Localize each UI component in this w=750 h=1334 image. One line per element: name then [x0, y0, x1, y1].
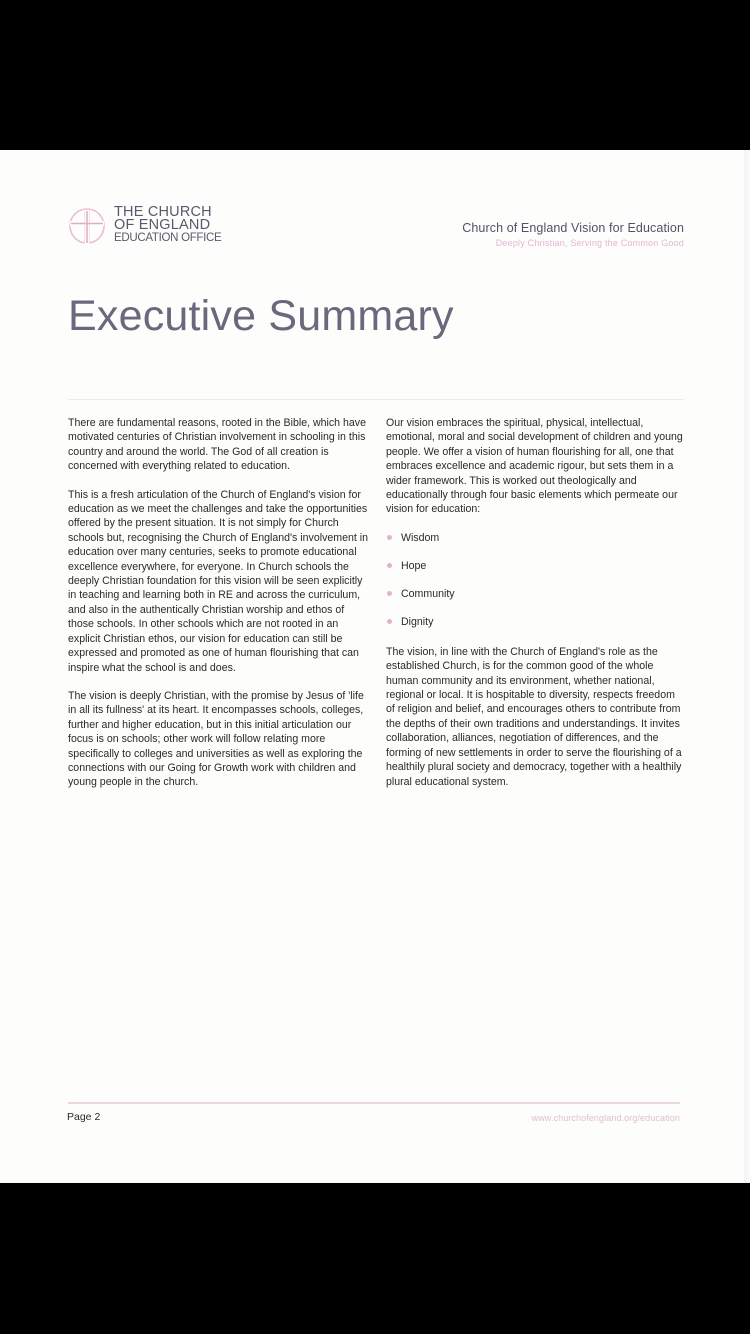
list-item-label: Dignity — [401, 615, 434, 628]
footer-divider — [68, 1102, 680, 1104]
list-item — [386, 587, 684, 615]
header-tagline: Deeply Christian, Serving the Common Good — [495, 238, 684, 248]
logo-line-1: THE CHURCH — [114, 204, 212, 220]
logo-line-2: OF ENGLAND — [114, 217, 211, 233]
list-item — [386, 559, 684, 587]
elements-list — [386, 531, 684, 643]
list-item — [386, 615, 684, 643]
top-black-bar — [0, 0, 750, 150]
left-column — [68, 416, 370, 804]
list-item-label: Hope — [401, 559, 427, 572]
document-page — [0, 150, 750, 1183]
heading-divider — [68, 399, 684, 400]
footer-url: www.churchofengland.org/education — [531, 1113, 680, 1123]
list-item-label: Wisdom — [401, 531, 440, 544]
bullet-dot-icon — [387, 535, 392, 540]
logo-wordmark — [114, 206, 221, 245]
header-title: Church of England Vision for Education — [462, 221, 684, 235]
list-item-label: Community — [401, 587, 455, 600]
cross-logo-icon — [68, 206, 106, 246]
page-number: Page 2 — [67, 1111, 101, 1123]
right-column — [386, 416, 684, 803]
church-education-logo — [68, 206, 238, 248]
bullet-dot-icon — [387, 563, 392, 568]
paragraph: The vision, in line with the Church of England's role as the established Church, is for the common good of the whole human community and its environment, whether national, regional or local. It is hospitable to diversity, respects freedom of religion and belief, and encourages others to contribute from the depths of their own traditions and understandings. It invites collaboration, alliances, negotiation of differences, and the forming of new settlements in order to serve the flourishing of a healthily plural society and democracy, together with a healthily plural educational system. — [386, 645, 682, 788]
paragraph: There are fundamental reasons, rooted in the Bible, which have motivated centuries of Christian involvement in schooling in this country and around the world. The God of all creation is concerned with everything related to education. — [68, 417, 366, 473]
document-header — [462, 221, 684, 248]
paragraph: The vision is deeply Christian, with the promise by Jesus of 'life in all its fullness' at its heart. It encompasses schools, colleges, further and higher education, but in this initial articulation our focus is on schools; other work will follow relating more specifically to colleges and universities as well as exploring the connections with our Going for Growth work with children and young people in the church. — [68, 689, 364, 789]
list-item — [386, 531, 684, 559]
page-edge-shadow — [744, 150, 750, 1183]
paragraph: Our vision embraces the spiritual, physical, intellectual, emotional, moral and social development of children and young people. We offer a vision of human flourishing for all, one that embraces excellence and academic rigour, but sets them in a wider framework. This is worked out theologically and educationally through four basic elements which permeate our vision for education: — [386, 417, 683, 516]
bottom-black-bar — [0, 1183, 750, 1334]
page-title: Executive Summary — [68, 292, 454, 340]
paragraph: This is a fresh articulation of the Church of England's vision for education as we meet the challenges and take the opportunities offered by the present situation. It is not simply for Church schools but, recognising the Church of England's involvement in education over many centuries, seeks to promote educational excellence everywhere, for everyone. In Church schools the deeply Christian foundation for this vision will be seen explicitly in teaching and learning both in RE and across the curriculum, and also in the authentically Christian worship and ethos of those schools. In other schools which are not rooted in an explicit Christian ethos, our vision for education can still be expressed and promoted as one of human flourishing that can inspire what the school is and does. — [68, 488, 368, 674]
bullet-dot-icon — [387, 591, 392, 596]
logo-line-3: EDUCATION OFFICE — [114, 232, 222, 244]
bullet-dot-icon — [387, 619, 392, 624]
